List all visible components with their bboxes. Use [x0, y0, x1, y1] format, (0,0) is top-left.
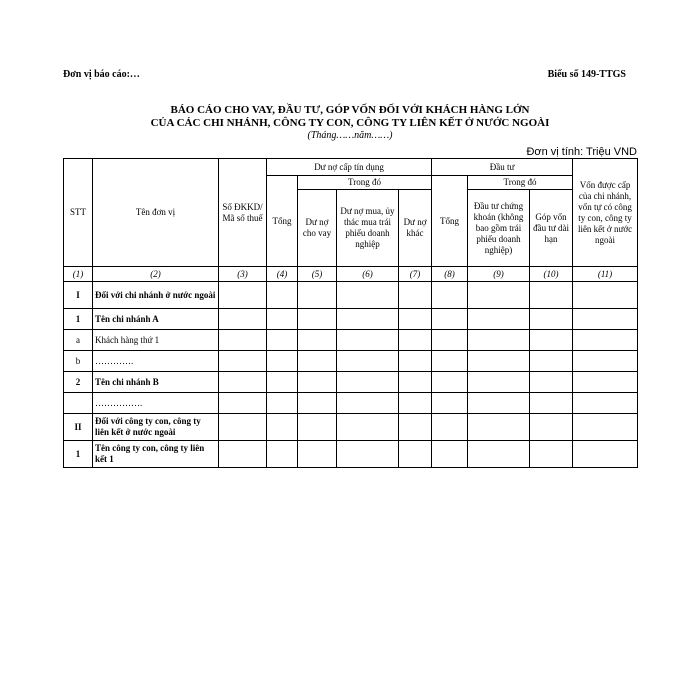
col-trust-bonds: Dư nợ mua, ủy thác mua trái phiếu doanh nghiệp: [337, 190, 399, 267]
column-number: (6): [337, 267, 399, 282]
col-credit-sub: Trong đó: [298, 176, 432, 190]
col-capital: Vốn được cấp của chi nhánh, vốn tự có công ty con, công ty liên kết ở nước ngoài: [573, 159, 638, 267]
row-stt: 1: [64, 441, 93, 468]
reporting-unit-label: Đơn vị báo cáo:…: [63, 69, 140, 80]
column-number-row: [64, 267, 638, 282]
col-long-term: Góp vốn đầu tư dài hạn: [530, 190, 573, 267]
table-row: [64, 330, 638, 351]
column-number: (3): [219, 267, 267, 282]
column-number: (1): [64, 267, 93, 282]
row-name: Đối với công ty con, công ty liên kết ở nước ngoài: [93, 414, 219, 441]
row-stt: a: [64, 330, 93, 351]
currency-unit: Đơn vị tính: Triệu VND: [526, 146, 637, 158]
table-row: [64, 309, 638, 330]
row-name: Khách hàng thứ 1: [93, 330, 219, 351]
table-row: [64, 282, 638, 309]
row-stt: 1: [64, 309, 93, 330]
table-row: [64, 441, 638, 468]
row-name: ………….: [93, 351, 219, 372]
row-name: Tên chi nhánh A: [93, 309, 219, 330]
col-invest-total: Tổng: [432, 176, 468, 267]
col-securities: Đầu tư chứng khoán (không bao gồm trái phiếu doanh nghiệp): [468, 190, 530, 267]
table-row: [64, 414, 638, 441]
col-reg-no: Số ĐKKD/ Mã số thuế: [219, 159, 267, 267]
row-stt: b: [64, 351, 93, 372]
column-number: (11): [573, 267, 638, 282]
table-row: [64, 372, 638, 393]
col-invest-group: Đầu tư: [432, 159, 573, 176]
row-stt: 2: [64, 372, 93, 393]
report-period: (Tháng……năm……): [307, 130, 393, 141]
form-number: Biểu số 149-TTGS: [547, 69, 626, 80]
col-credit-group: Dư nợ cấp tín dụng: [267, 159, 432, 176]
row-stt: II: [64, 414, 93, 441]
report-title-line2: CỦA CÁC CHI NHÁNH, CÔNG TY CON, CÔNG TY LIÊN KẾT Ở NƯỚC NGOÀI: [150, 117, 550, 129]
row-name: Đối với chi nhánh ở nước ngoài: [93, 282, 219, 309]
column-number: (9): [468, 267, 530, 282]
col-loans: Dư nợ cho vay: [298, 190, 337, 267]
header-row-1: [64, 159, 638, 176]
col-stt: STT: [64, 159, 93, 267]
report-title-line1: BÁO CÁO CHO VAY, ĐẦU TƯ, GÓP VỐN ĐỐI VỚI KHÁCH HÀNG LỚN: [170, 104, 530, 116]
column-number: (10): [530, 267, 573, 282]
col-invest-sub: Trong đó: [468, 176, 573, 190]
col-other-debt: Dư nợ khác: [399, 190, 432, 267]
col-credit-total: Tổng: [267, 176, 298, 267]
row-stt: [64, 393, 93, 414]
column-number: (2): [93, 267, 219, 282]
table-row: [64, 393, 638, 414]
row-stt: I: [64, 282, 93, 309]
col-unit-name: Tên đơn vị: [93, 159, 219, 267]
report-table: [63, 158, 638, 468]
row-name: Tên chi nhánh B: [93, 372, 219, 393]
column-number: (7): [399, 267, 432, 282]
column-number: (5): [298, 267, 337, 282]
table-row: [64, 351, 638, 372]
column-number: (4): [267, 267, 298, 282]
row-name: Tên công ty con, công ty liên kết 1: [93, 441, 219, 468]
row-name: …………….: [93, 393, 219, 414]
column-number: (8): [432, 267, 468, 282]
